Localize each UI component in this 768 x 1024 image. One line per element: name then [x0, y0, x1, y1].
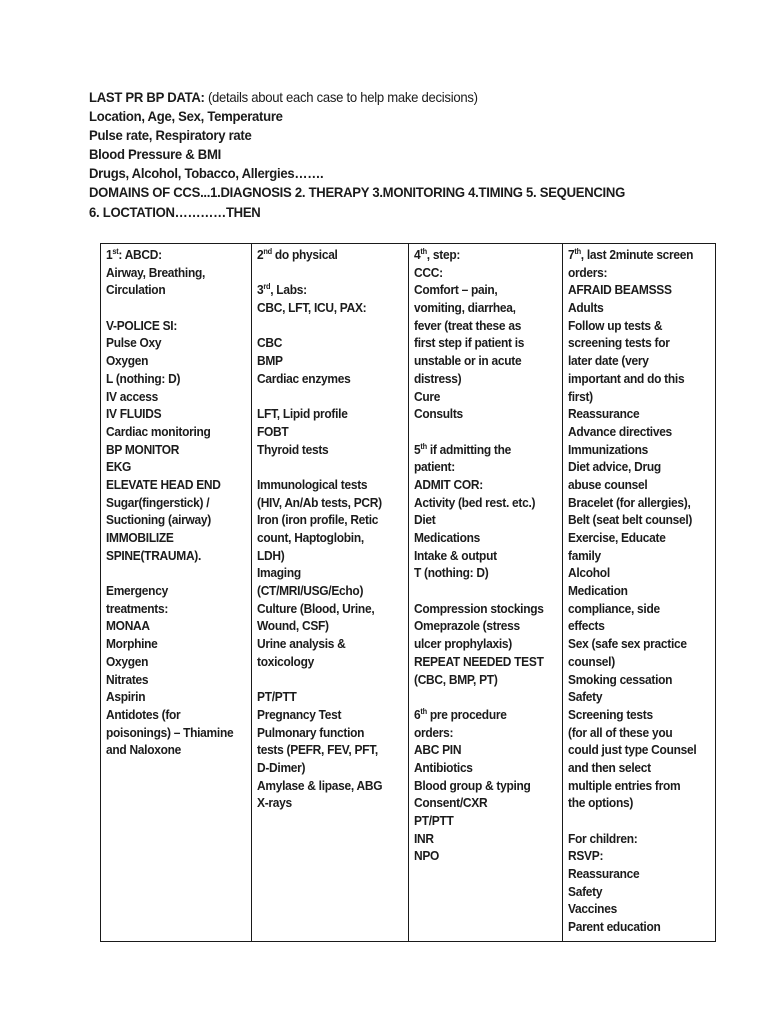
text-line: vomiting, diarrhea,	[414, 301, 516, 316]
text-line: ELEVATE HEAD END	[106, 477, 221, 492]
document-header	[89, 88, 689, 222]
text-line: Suctioning (airway)	[106, 513, 211, 528]
blank-line	[257, 459, 399, 477]
text-line: 1st: ABCD:	[106, 246, 162, 262]
text-line: ADMIT COR:	[414, 477, 483, 492]
text-line: Diet advice, Drug	[568, 460, 661, 475]
text-line: T (nothing: D)	[414, 566, 489, 581]
text-line: could just type Counsel	[568, 743, 697, 758]
text-line: Immunological tests	[257, 477, 368, 492]
header-line-5	[89, 164, 659, 183]
ordinal-superscript: st	[112, 246, 119, 256]
text-line: ABC PIN	[414, 743, 462, 758]
blank-line	[414, 583, 553, 601]
text-line: Pulse Oxy	[106, 336, 162, 351]
header-line-6	[89, 183, 659, 202]
text-line: count, Haptoglobin,	[257, 531, 364, 545]
text-line: V-POLICE SI:	[106, 318, 178, 333]
text-line: Pregnancy Test	[257, 707, 342, 722]
header-text-segment: Location, Age, Sex, Temperature	[89, 109, 283, 125]
text-line: LDH)	[257, 548, 285, 563]
header-line-7	[89, 203, 659, 222]
text-line: toxicology	[257, 654, 314, 669]
text-line: Thyroid tests	[257, 442, 329, 457]
text-line: patient:	[414, 460, 455, 475]
text-line: family	[568, 548, 601, 563]
text-line: 7th, last 2minute screen	[568, 246, 694, 262]
text-line: SPINE(TRAUMA).	[106, 548, 202, 563]
text-line: CBC	[257, 336, 283, 351]
header-line-2	[89, 107, 659, 126]
text-line: Culture (Blood, Urine,	[257, 601, 375, 616]
text-line: important and do this	[568, 371, 685, 386]
text-line: Alcohol	[568, 566, 610, 581]
header-line-1	[89, 88, 659, 107]
table-column-fourth-fifth-sixth-steps	[409, 244, 563, 942]
text-line: Oxygen	[106, 654, 149, 669]
blank-line	[257, 389, 399, 407]
text-line: BP MONITOR	[106, 442, 180, 457]
text-line: treatments:	[106, 601, 169, 616]
text-line: first)	[568, 389, 593, 404]
text-line: Consults	[414, 407, 463, 422]
blank-line	[257, 672, 399, 690]
text-line: BMP	[257, 354, 283, 369]
header-text-segment: DOMAINS OF CCS	[89, 185, 201, 201]
blank-line	[568, 813, 706, 831]
text-line: and Naloxone	[106, 743, 182, 758]
header-text-segment: ...1.DIAGNOSIS 2. THERAPY 3.MONITORING 4.TIMING 5. SEQUENCING	[200, 185, 626, 201]
text-line: 5th if admitting the	[414, 441, 512, 457]
table-column-seventh-two-minute-screen	[563, 244, 716, 942]
table-column-second-physical-third-labs	[252, 244, 409, 942]
blank-line	[257, 318, 399, 336]
text-line: poisonings) – Thiamine	[106, 725, 234, 740]
header-text-segment: Blood Pressure & BMI	[89, 147, 221, 163]
ordinal-superscript: th	[574, 246, 581, 256]
text-line: Antidotes (for	[106, 707, 181, 722]
text-line: orders:	[414, 725, 454, 740]
text-line: multiple entries from	[568, 778, 681, 793]
header-text-segment: LAST PR BP DATA:	[89, 90, 208, 105]
text-line: Activity (bed rest. etc.)	[414, 495, 536, 510]
text-line: orders:	[568, 265, 608, 280]
text-line: Comfort – pain,	[414, 283, 498, 298]
text-line: (for all of these you	[568, 725, 673, 740]
text-line: L (nothing: D)	[106, 371, 181, 386]
text-line: Follow up tests &	[568, 318, 663, 333]
text-line: and then select	[568, 760, 651, 775]
blank-line	[414, 689, 553, 707]
ordinal-superscript: th	[420, 706, 427, 716]
text-line: For children:	[568, 831, 638, 846]
text-line: Cure	[414, 389, 441, 404]
text-line: Antibiotics	[414, 760, 473, 775]
text-line: NPO	[414, 849, 440, 864]
text-line: 3rd, Labs:	[257, 282, 307, 298]
text-line: tests (PEFR, FEV, PFT,	[257, 743, 378, 758]
text-line: distress)	[414, 371, 462, 386]
header-text-segment: Pulse rate, Respiratory rate	[89, 128, 252, 144]
text-line: Bracelet (for allergies),	[568, 495, 691, 510]
blank-line	[106, 300, 242, 318]
header-text-segment: Drugs, Alcohol, Tobacco, Allergies…….	[89, 166, 324, 182]
text-line: Advance directives	[568, 424, 672, 439]
text-line: 2nd do physical	[257, 246, 338, 262]
text-line: (CT/MRI/USG/Echo)	[257, 584, 364, 599]
ordinal-superscript: th	[420, 246, 427, 256]
text-line: Belt (seat belt counsel)	[568, 513, 693, 528]
text-line: Adults	[568, 301, 604, 316]
text-line: IV access	[106, 389, 158, 404]
text-line: ulcer prophylaxis)	[414, 637, 512, 652]
text-line: Consent/CXR	[414, 796, 488, 811]
text-line: Exercise, Educate	[568, 531, 666, 545]
text-line: Medication	[568, 584, 628, 599]
text-line: X-rays	[257, 796, 292, 811]
text-line: Immunizations	[568, 442, 649, 457]
header-line-3	[89, 126, 659, 145]
text-line: PT/PTT	[257, 690, 297, 705]
text-line: Medications	[414, 531, 481, 545]
text-line: Cardiac monitoring	[106, 424, 211, 439]
text-line: Circulation	[106, 283, 166, 298]
text-line: Amylase & lipase, ABG	[257, 778, 383, 793]
text-line: Imaging	[257, 566, 301, 581]
text-line: Vaccines	[568, 902, 617, 917]
text-line: 4th, step:	[414, 246, 461, 262]
text-line: MONAA	[106, 619, 150, 634]
text-line: (HIV, An/Ab tests, PCR)	[257, 495, 382, 510]
text-line: CCC:	[414, 265, 443, 280]
blank-line	[106, 565, 242, 583]
text-line: Blood group & typing	[414, 778, 531, 793]
blank-line	[414, 424, 553, 442]
text-line: LFT, Lipid profile	[257, 407, 348, 422]
text-line: Cardiac enzymes	[257, 371, 351, 386]
text-line: effects	[568, 619, 605, 634]
text-line: Wound, CSF)	[257, 619, 329, 634]
text-line: Sugar(fingerstick) /	[106, 495, 210, 510]
text-line: PT/PTT	[414, 814, 454, 828]
text-line: Screening tests	[568, 707, 653, 722]
header-line-4	[89, 145, 659, 164]
text-line: D-Dimer)	[257, 760, 306, 775]
text-line: Smoking cessation	[568, 672, 673, 687]
text-line: fever (treat these as	[414, 318, 522, 333]
text-line: Nitrates	[106, 672, 149, 687]
table-column-first-step-abcd	[101, 244, 252, 942]
ordinal-superscript: rd	[263, 282, 271, 292]
text-line: (CBC, BMP, PT)	[414, 672, 498, 687]
text-line: Diet	[414, 513, 436, 528]
text-line: Reassurance	[568, 407, 640, 422]
blank-line	[257, 265, 399, 283]
text-line: IMMOBILIZE	[106, 531, 174, 545]
text-line: REPEAT NEEDED TEST	[414, 654, 544, 669]
text-line: AFRAID BEAMSSS	[568, 283, 672, 298]
text-line: screening tests for	[568, 336, 670, 351]
text-line: CBC, LFT, ICU, PAX:	[257, 301, 367, 316]
text-line: Pulmonary function	[257, 725, 365, 740]
text-line: Urine analysis &	[257, 637, 346, 652]
text-line: Sex (safe sex practice	[568, 637, 687, 652]
text-line: EKG	[106, 460, 132, 475]
notes-table	[100, 243, 716, 942]
text-line: Intake & output	[414, 548, 497, 563]
text-line: 6th pre procedure	[414, 706, 507, 722]
text-line: Iron (iron profile, Retic	[257, 513, 379, 528]
text-line: counsel)	[568, 654, 615, 669]
text-line: FOBT	[257, 424, 289, 439]
header-text-segment: (details about each case to help make decisions)	[207, 90, 478, 105]
text-line: Safety	[568, 884, 603, 899]
text-line: abuse counsel	[568, 477, 648, 492]
text-line: Parent education	[568, 920, 661, 935]
text-line: Reassurance	[568, 867, 640, 882]
text-line: unstable or in acute	[414, 354, 522, 369]
text-line: compliance, side	[568, 601, 660, 616]
header-text-segment: 6. LOCTATION…………THEN	[89, 204, 261, 220]
text-line: Aspirin	[106, 690, 146, 705]
text-line: Morphine	[106, 637, 158, 652]
text-line: Airway, Breathing,	[106, 265, 206, 280]
text-line: RSVP:	[568, 849, 604, 864]
table-row	[101, 244, 716, 942]
text-line: Compression stockings	[414, 601, 544, 616]
text-line: Emergency	[106, 584, 168, 599]
text-line: the options)	[568, 796, 634, 811]
text-line: later date (very	[568, 354, 649, 369]
text-line: Safety	[568, 690, 603, 705]
ordinal-superscript: th	[420, 441, 427, 451]
text-line: Omeprazole (stress	[414, 619, 520, 634]
text-line: Oxygen	[106, 354, 149, 369]
text-line: INR	[414, 831, 434, 846]
ordinal-superscript: nd	[263, 246, 272, 256]
text-line: IV FLUIDS	[106, 407, 162, 422]
text-line: first step if patient is	[414, 336, 525, 351]
